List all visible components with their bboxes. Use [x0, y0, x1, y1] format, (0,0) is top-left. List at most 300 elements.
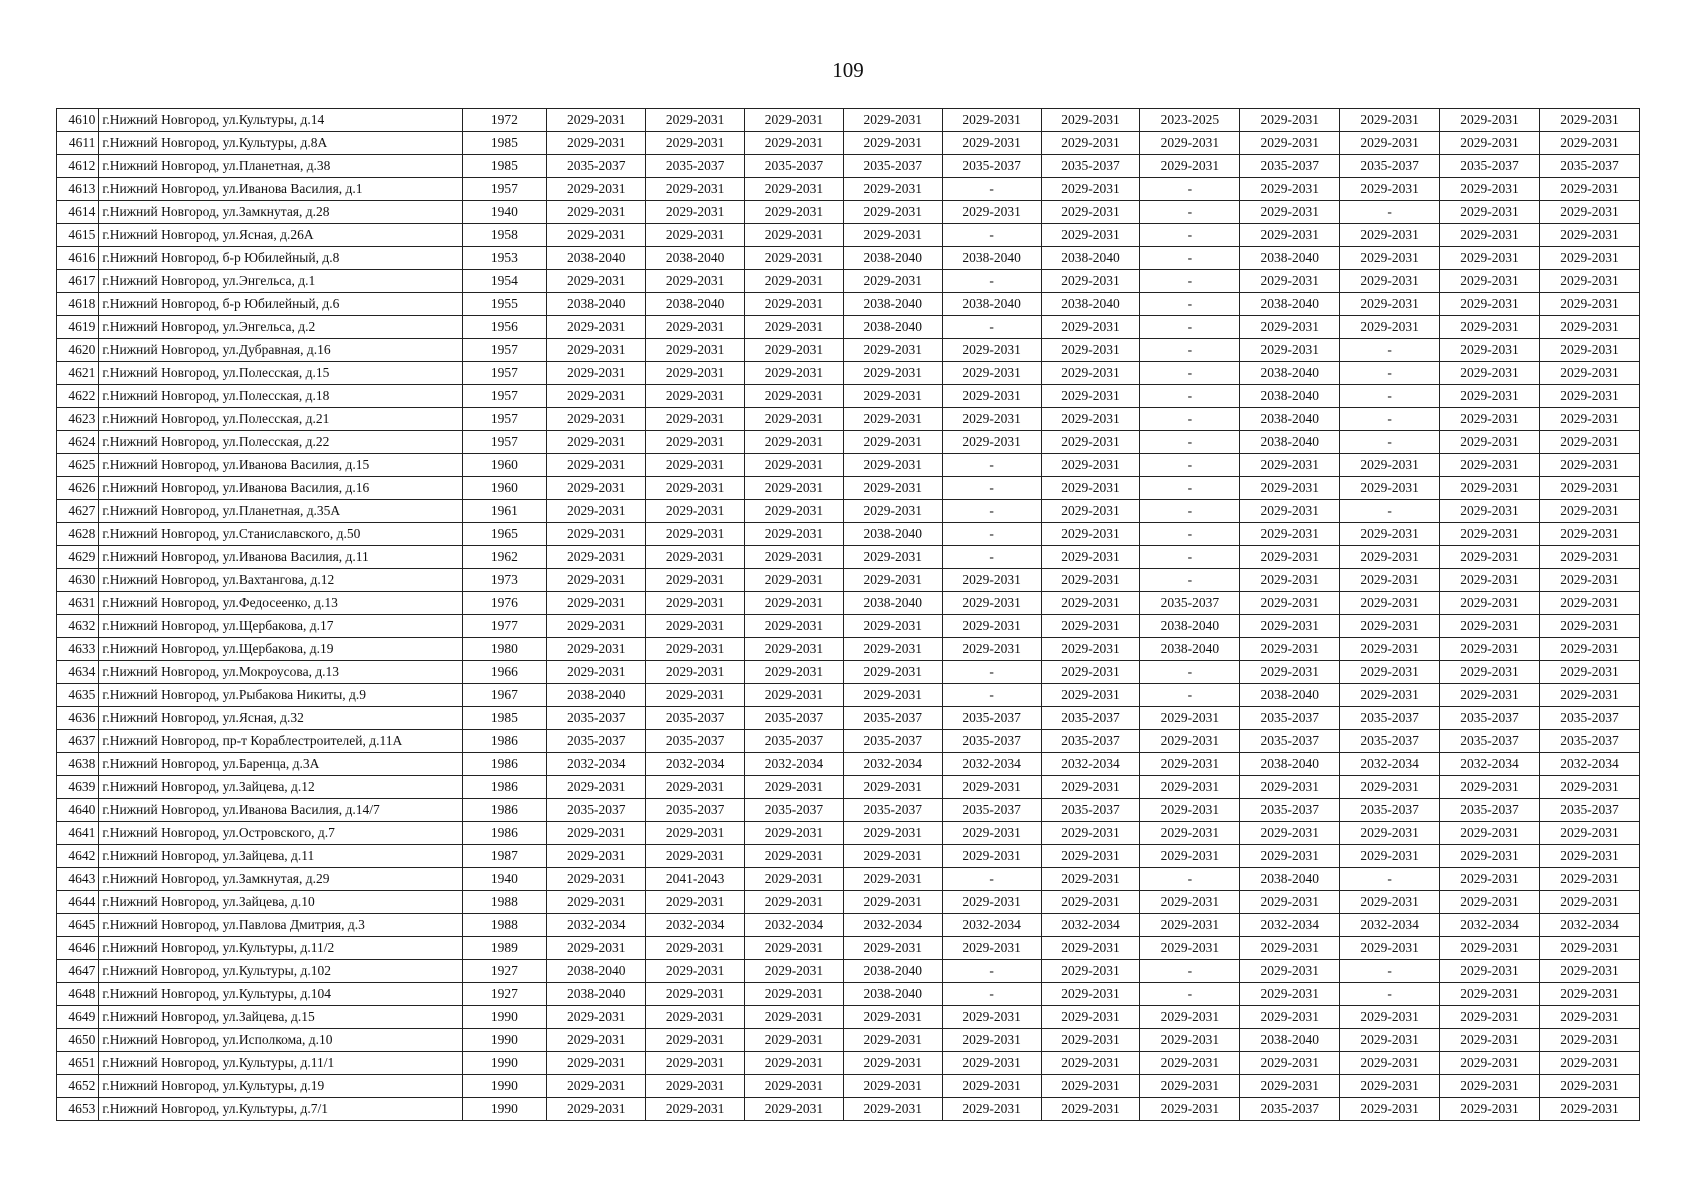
period-cell: 2029-2031 [547, 1029, 646, 1052]
period-cell: 2029-2031 [1340, 1006, 1440, 1029]
period-cell: 2029-2031 [1140, 753, 1240, 776]
table-row [57, 730, 1640, 753]
address-cell: г.Нижний Новгород, ул.Мокроусова, д.13 [99, 661, 462, 684]
period-cell: 2029-2031 [1440, 431, 1540, 454]
period-cell: 2029-2031 [646, 454, 745, 477]
period-cell: - [1140, 293, 1240, 316]
period-cell: 2029-2031 [745, 316, 844, 339]
period-cell: 2032-2034 [745, 914, 844, 937]
period-cell: 2029-2031 [843, 178, 942, 201]
period-cell: 2029-2031 [1440, 776, 1540, 799]
period-cell: - [1140, 569, 1240, 592]
period-cell: 2029-2031 [843, 937, 942, 960]
period-cell: 2029-2031 [1140, 1075, 1240, 1098]
period-cell: 2029-2031 [843, 615, 942, 638]
period-cell: - [1140, 178, 1240, 201]
period-cell: 2029-2031 [646, 500, 745, 523]
period-cell: 2029-2031 [1140, 132, 1240, 155]
table-row [57, 1052, 1640, 1075]
table-row [57, 592, 1640, 615]
period-cell: 2032-2034 [1041, 753, 1140, 776]
period-cell: 2029-2031 [1140, 155, 1240, 178]
period-cell: 2032-2034 [1539, 753, 1639, 776]
period-cell: 2029-2031 [1240, 592, 1340, 615]
period-cell: 2035-2037 [646, 799, 745, 822]
period-cell: 2029-2031 [843, 477, 942, 500]
period-cell: 2029-2031 [1539, 661, 1639, 684]
period-cell: 2029-2031 [1240, 937, 1340, 960]
period-cell: 2029-2031 [646, 569, 745, 592]
period-cell: 2029-2031 [1340, 1052, 1440, 1075]
period-cell: - [1340, 362, 1440, 385]
address-cell: г.Нижний Новгород, ул.Исполкома, д.10 [99, 1029, 462, 1052]
period-cell: 2029-2031 [1041, 270, 1140, 293]
period-cell: - [1140, 454, 1240, 477]
row-number-cell: 4622 [57, 385, 99, 408]
address-cell: г.Нижний Новгород, ул.Вахтангова, д.12 [99, 569, 462, 592]
period-cell: 2029-2031 [646, 960, 745, 983]
build-year-cell: 1990 [462, 1075, 547, 1098]
table-row [57, 201, 1640, 224]
period-cell: 2029-2031 [1140, 914, 1240, 937]
period-cell: 2032-2034 [745, 753, 844, 776]
period-cell: 2035-2037 [1340, 707, 1440, 730]
period-cell: 2029-2031 [646, 1029, 745, 1052]
row-number-cell: 4630 [57, 569, 99, 592]
period-cell: 2029-2031 [942, 385, 1041, 408]
period-cell: - [1140, 431, 1240, 454]
row-number-cell: 4614 [57, 201, 99, 224]
period-cell: - [1140, 385, 1240, 408]
period-cell: 2029-2031 [1340, 270, 1440, 293]
period-cell: 2029-2031 [547, 316, 646, 339]
period-cell: 2029-2031 [1440, 385, 1540, 408]
period-cell: 2029-2031 [646, 431, 745, 454]
period-cell: 2029-2031 [547, 224, 646, 247]
period-cell: 2038-2040 [1041, 247, 1140, 270]
address-cell: г.Нижний Новгород, ул.Зайцева, д.11 [99, 845, 462, 868]
build-year-cell: 1960 [462, 477, 547, 500]
period-cell: 2035-2037 [547, 730, 646, 753]
period-cell: 2029-2031 [1041, 661, 1140, 684]
period-cell: 2035-2037 [843, 155, 942, 178]
period-cell: 2038-2040 [1140, 638, 1240, 661]
period-cell: 2029-2031 [843, 224, 942, 247]
period-cell: 2038-2040 [843, 247, 942, 270]
period-cell: - [942, 960, 1041, 983]
table-row [57, 408, 1640, 431]
period-cell: 2029-2031 [843, 339, 942, 362]
period-cell: 2029-2031 [1041, 937, 1140, 960]
table-row [57, 500, 1640, 523]
address-cell: г.Нижний Новгород, ул.Баренца, д.3А [99, 753, 462, 776]
period-cell: 2038-2040 [547, 684, 646, 707]
period-cell: 2029-2031 [1041, 362, 1140, 385]
period-cell: 2029-2031 [942, 569, 1041, 592]
period-cell: 2029-2031 [547, 178, 646, 201]
build-year-cell: 1977 [462, 615, 547, 638]
period-cell: 2029-2031 [1240, 1052, 1340, 1075]
period-cell: 2029-2031 [843, 1075, 942, 1098]
period-cell: 2029-2031 [1440, 1029, 1540, 1052]
period-cell: 2029-2031 [1440, 132, 1540, 155]
row-number-cell: 4620 [57, 339, 99, 362]
table-row [57, 983, 1640, 1006]
period-cell: 2029-2031 [1041, 500, 1140, 523]
address-cell: г.Нижний Новгород, ул.Культуры, д.104 [99, 983, 462, 1006]
period-cell: 2029-2031 [843, 201, 942, 224]
period-cell: 2029-2031 [1140, 1098, 1240, 1121]
period-cell: 2029-2031 [1539, 339, 1639, 362]
period-cell: 2029-2031 [1539, 201, 1639, 224]
period-cell: 2029-2031 [1440, 523, 1540, 546]
row-number-cell: 4612 [57, 155, 99, 178]
period-cell: 2029-2031 [1539, 1075, 1639, 1098]
period-cell: 2029-2031 [646, 316, 745, 339]
table-row [57, 293, 1640, 316]
period-cell: 2029-2031 [1539, 316, 1639, 339]
period-cell: 2029-2031 [843, 569, 942, 592]
period-cell: - [942, 316, 1041, 339]
table-row [57, 891, 1640, 914]
period-cell: 2029-2031 [1539, 454, 1639, 477]
period-cell: 2029-2031 [843, 431, 942, 454]
period-cell: 2035-2037 [1240, 799, 1340, 822]
build-year-cell: 1985 [462, 132, 547, 155]
period-cell: 2035-2037 [547, 707, 646, 730]
build-year-cell: 1986 [462, 776, 547, 799]
period-cell: 2035-2037 [745, 730, 844, 753]
address-cell: г.Нижний Новгород, ул.Замкнутая, д.29 [99, 868, 462, 891]
period-cell: 2029-2031 [1240, 615, 1340, 638]
period-cell: 2029-2031 [745, 1029, 844, 1052]
period-cell: 2029-2031 [547, 109, 646, 132]
period-cell: 2029-2031 [1440, 293, 1540, 316]
period-cell: - [1340, 868, 1440, 891]
period-cell: 2029-2031 [547, 500, 646, 523]
period-cell: 2029-2031 [1340, 247, 1440, 270]
address-cell: г.Нижний Новгород, б-р Юбилейный, д.6 [99, 293, 462, 316]
period-cell: 2029-2031 [547, 776, 646, 799]
period-cell: 2029-2031 [1340, 592, 1440, 615]
row-number-cell: 4642 [57, 845, 99, 868]
period-cell: 2029-2031 [942, 1052, 1041, 1075]
address-cell: г.Нижний Новгород, ул.Культуры, д.11/1 [99, 1052, 462, 1075]
period-cell: 2029-2031 [843, 1052, 942, 1075]
period-cell: 2029-2031 [646, 385, 745, 408]
address-cell: г.Нижний Новгород, ул.Культуры, д.19 [99, 1075, 462, 1098]
period-cell: 2035-2037 [745, 707, 844, 730]
period-cell: 2029-2031 [1140, 799, 1240, 822]
address-cell: г.Нижний Новгород, ул.Полесская, д.21 [99, 408, 462, 431]
period-cell: 2029-2031 [1539, 776, 1639, 799]
row-number-cell: 4613 [57, 178, 99, 201]
address-cell: г.Нижний Новгород, ул.Замкнутая, д.28 [99, 201, 462, 224]
period-cell: 2032-2034 [1440, 753, 1540, 776]
row-number-cell: 4629 [57, 546, 99, 569]
period-cell: 2029-2031 [1440, 684, 1540, 707]
period-cell: 2035-2037 [1340, 155, 1440, 178]
period-cell: - [1140, 362, 1240, 385]
period-cell: 2029-2031 [1140, 776, 1240, 799]
period-cell: 2038-2040 [843, 316, 942, 339]
address-cell: г.Нижний Новгород, ул.Планетная, д.38 [99, 155, 462, 178]
period-cell: 2029-2031 [646, 845, 745, 868]
table-row [57, 615, 1640, 638]
row-number-cell: 4645 [57, 914, 99, 937]
period-cell: 2029-2031 [1240, 845, 1340, 868]
period-cell: 2029-2031 [646, 132, 745, 155]
period-cell: 2029-2031 [745, 661, 844, 684]
period-cell: 2029-2031 [1539, 845, 1639, 868]
period-cell: 2029-2031 [1340, 316, 1440, 339]
period-cell: 2029-2031 [1140, 822, 1240, 845]
row-number-cell: 4649 [57, 1006, 99, 1029]
address-cell: г.Нижний Новгород, ул.Полесская, д.15 [99, 362, 462, 385]
period-cell: 2029-2031 [1140, 1029, 1240, 1052]
period-cell: - [942, 868, 1041, 891]
period-cell: 2029-2031 [745, 385, 844, 408]
table-row [57, 546, 1640, 569]
period-cell: 2029-2031 [843, 822, 942, 845]
period-cell: 2029-2031 [1240, 523, 1340, 546]
period-cell: 2029-2031 [547, 339, 646, 362]
row-number-cell: 4615 [57, 224, 99, 247]
period-cell: 2029-2031 [1539, 960, 1639, 983]
table-row [57, 339, 1640, 362]
period-cell: 2029-2031 [1340, 822, 1440, 845]
period-cell: - [1140, 201, 1240, 224]
period-cell: 2029-2031 [1140, 1006, 1240, 1029]
build-year-cell: 1987 [462, 845, 547, 868]
period-cell: 2029-2031 [1140, 845, 1240, 868]
period-cell: 2029-2031 [843, 454, 942, 477]
period-cell: 2035-2037 [1539, 707, 1639, 730]
period-cell: 2035-2037 [942, 155, 1041, 178]
table-row [57, 178, 1640, 201]
period-cell: 2038-2040 [1140, 615, 1240, 638]
period-cell: 2029-2031 [1041, 178, 1140, 201]
period-cell: 2029-2031 [1041, 822, 1140, 845]
period-cell: 2029-2031 [1340, 776, 1440, 799]
period-cell: 2029-2031 [942, 1075, 1041, 1098]
period-cell: 2038-2040 [843, 983, 942, 1006]
row-number-cell: 4624 [57, 431, 99, 454]
build-year-cell: 1985 [462, 155, 547, 178]
period-cell: 2029-2031 [547, 362, 646, 385]
period-cell: 2035-2037 [547, 155, 646, 178]
period-cell: 2029-2031 [1140, 937, 1240, 960]
period-cell: 2029-2031 [745, 960, 844, 983]
period-cell: 2029-2031 [745, 224, 844, 247]
period-cell: 2035-2037 [1240, 730, 1340, 753]
table-row [57, 224, 1640, 247]
period-cell: 2029-2031 [1340, 638, 1440, 661]
period-cell: 2029-2031 [1440, 247, 1540, 270]
period-cell: 2029-2031 [1041, 776, 1140, 799]
row-number-cell: 4625 [57, 454, 99, 477]
period-cell: 2029-2031 [843, 362, 942, 385]
period-cell: 2029-2031 [1440, 1098, 1540, 1121]
row-number-cell: 4628 [57, 523, 99, 546]
period-cell: 2029-2031 [745, 109, 844, 132]
period-cell: 2038-2040 [547, 960, 646, 983]
period-cell: 2029-2031 [843, 845, 942, 868]
period-cell: - [1140, 224, 1240, 247]
address-cell: г.Нижний Новгород, б-р Юбилейный, д.8 [99, 247, 462, 270]
row-number-cell: 4621 [57, 362, 99, 385]
period-cell: 2029-2031 [547, 868, 646, 891]
period-cell: - [1140, 316, 1240, 339]
period-cell: 2029-2031 [745, 1052, 844, 1075]
period-cell: 2029-2031 [843, 684, 942, 707]
period-cell: 2029-2031 [1539, 500, 1639, 523]
period-cell: 2029-2031 [547, 1006, 646, 1029]
period-cell: 2029-2031 [1440, 339, 1540, 362]
period-cell: - [1140, 500, 1240, 523]
row-number-cell: 4643 [57, 868, 99, 891]
period-cell: 2035-2037 [1539, 730, 1639, 753]
table-row [57, 707, 1640, 730]
period-cell: 2032-2034 [1539, 914, 1639, 937]
period-cell: 2035-2037 [745, 799, 844, 822]
period-cell: - [1340, 431, 1440, 454]
address-cell: г.Нижний Новгород, ул.Культуры, д.7/1 [99, 1098, 462, 1121]
address-cell: г.Нижний Новгород, ул.Станиславского, д.50 [99, 523, 462, 546]
table-row [57, 845, 1640, 868]
table-row [57, 247, 1640, 270]
period-cell: 2029-2031 [1340, 615, 1440, 638]
schedule-table [56, 108, 1640, 1121]
build-year-cell: 1957 [462, 362, 547, 385]
period-cell: 2029-2031 [1041, 385, 1140, 408]
period-cell: 2029-2031 [942, 845, 1041, 868]
period-cell: 2029-2031 [646, 270, 745, 293]
period-cell: 2029-2031 [1440, 845, 1540, 868]
period-cell: 2029-2031 [646, 362, 745, 385]
build-year-cell: 1955 [462, 293, 547, 316]
period-cell: 2029-2031 [745, 891, 844, 914]
period-cell: 2038-2040 [1240, 362, 1340, 385]
period-cell: 2029-2031 [843, 109, 942, 132]
address-cell: г.Нижний Новгород, ул.Энгельса, д.2 [99, 316, 462, 339]
period-cell: 2029-2031 [1440, 454, 1540, 477]
period-cell: 2035-2037 [942, 707, 1041, 730]
build-year-cell: 1972 [462, 109, 547, 132]
address-cell: г.Нижний Новгород, ул.Планетная, д.35А [99, 500, 462, 523]
period-cell: 2029-2031 [1539, 362, 1639, 385]
period-cell: - [1340, 960, 1440, 983]
table-row [57, 523, 1640, 546]
build-year-cell: 1957 [462, 178, 547, 201]
row-number-cell: 4617 [57, 270, 99, 293]
table-row [57, 661, 1640, 684]
period-cell: 2032-2034 [1240, 914, 1340, 937]
period-cell: 2029-2031 [942, 431, 1041, 454]
period-cell: 2029-2031 [1539, 132, 1639, 155]
period-cell: 2029-2031 [1240, 983, 1340, 1006]
period-cell: 2029-2031 [1340, 132, 1440, 155]
address-cell: г.Нижний Новгород, ул.Зайцева, д.10 [99, 891, 462, 914]
period-cell: - [1140, 270, 1240, 293]
period-cell: 2029-2031 [646, 1006, 745, 1029]
address-cell: г.Нижний Новгород, ул.Полесская, д.18 [99, 385, 462, 408]
row-number-cell: 4637 [57, 730, 99, 753]
period-cell: 2029-2031 [942, 1006, 1041, 1029]
period-cell: 2035-2037 [1041, 707, 1140, 730]
period-cell: 2029-2031 [1340, 523, 1440, 546]
period-cell: 2029-2031 [1539, 1029, 1639, 1052]
period-cell: 2029-2031 [1041, 523, 1140, 546]
period-cell: 2029-2031 [1240, 109, 1340, 132]
address-cell: г.Нижний Новгород, ул.Щербакова, д.17 [99, 615, 462, 638]
period-cell: 2029-2031 [1539, 638, 1639, 661]
period-cell: 2035-2037 [1041, 730, 1140, 753]
period-cell: 2032-2034 [547, 914, 646, 937]
period-cell: 2032-2034 [1340, 753, 1440, 776]
period-cell: 2029-2031 [745, 247, 844, 270]
period-cell: 2035-2037 [1539, 799, 1639, 822]
period-cell: 2029-2031 [1440, 822, 1540, 845]
period-cell: 2029-2031 [942, 822, 1041, 845]
table-row [57, 799, 1640, 822]
period-cell: 2035-2037 [1240, 1098, 1340, 1121]
period-cell: 2029-2031 [1440, 868, 1540, 891]
period-cell: 2032-2034 [942, 753, 1041, 776]
period-cell: 2029-2031 [547, 891, 646, 914]
period-cell: 2029-2031 [1041, 891, 1140, 914]
period-cell: 2038-2040 [942, 247, 1041, 270]
period-cell: 2029-2031 [942, 1098, 1041, 1121]
period-cell: 2029-2031 [646, 339, 745, 362]
period-cell: 2029-2031 [1140, 1052, 1240, 1075]
period-cell: 2032-2034 [1440, 914, 1540, 937]
address-cell: г.Нижний Новгород, ул.Культуры, д.14 [99, 109, 462, 132]
period-cell: 2029-2031 [1340, 1075, 1440, 1098]
period-cell: 2035-2037 [942, 730, 1041, 753]
build-year-cell: 1990 [462, 1029, 547, 1052]
period-cell: - [942, 178, 1041, 201]
period-cell: 2029-2031 [942, 201, 1041, 224]
period-cell: 2029-2031 [843, 868, 942, 891]
row-number-cell: 4616 [57, 247, 99, 270]
period-cell: 2029-2031 [1340, 1029, 1440, 1052]
period-cell: 2029-2031 [1340, 569, 1440, 592]
period-cell: - [1340, 500, 1440, 523]
period-cell: 2029-2031 [1539, 615, 1639, 638]
build-year-cell: 1954 [462, 270, 547, 293]
period-cell: 2029-2031 [843, 776, 942, 799]
period-cell: 2035-2037 [942, 799, 1041, 822]
period-cell: 2029-2031 [1041, 868, 1140, 891]
period-cell: - [942, 454, 1041, 477]
address-cell: г.Нижний Новгород, ул.Иванова Василия, д.16 [99, 477, 462, 500]
period-cell: 2029-2031 [1539, 546, 1639, 569]
period-cell: 2029-2031 [1340, 891, 1440, 914]
build-year-cell: 1966 [462, 661, 547, 684]
period-cell: 2029-2031 [547, 1052, 646, 1075]
period-cell: - [942, 523, 1041, 546]
period-cell: 2029-2031 [1539, 1006, 1639, 1029]
period-cell: 2029-2031 [1539, 109, 1639, 132]
period-cell: 2029-2031 [942, 109, 1041, 132]
period-cell: - [942, 500, 1041, 523]
period-cell: 2029-2031 [1041, 1098, 1140, 1121]
period-cell: 2029-2031 [1340, 109, 1440, 132]
period-cell: 2029-2031 [547, 822, 646, 845]
period-cell: 2029-2031 [1440, 1075, 1540, 1098]
period-cell: 2029-2031 [1041, 339, 1140, 362]
